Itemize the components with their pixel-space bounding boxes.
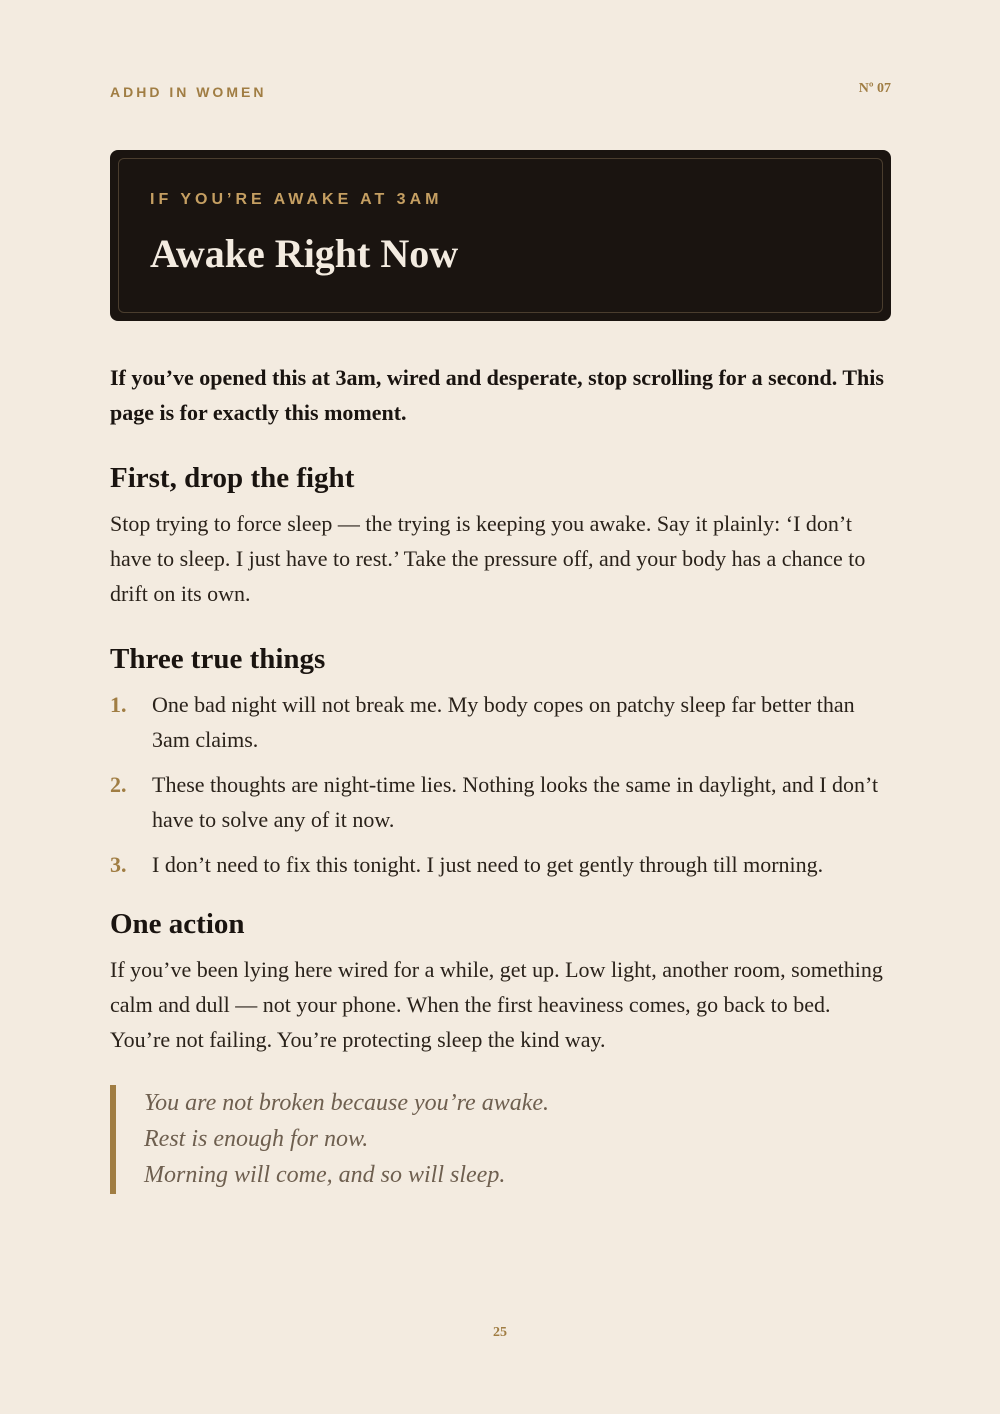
list-item [110,847,891,882]
list-item-number: 1. [110,692,127,717]
list-item-text: I don’t need to fix this tonight. I just need to get gently through till morning. [152,852,824,877]
section-body-one-action: If you’ve been lying here wired for a while, get up. Low light, another room, something calm and dull — not your phone. When the first heaviness comes, go back to bed. You’re not failing. You’re protecting sleep the kind way. [110,957,883,1052]
list-item [110,767,891,837]
list-item-text: These thoughts are night-time lies. Nothing looks the same in daylight, and I don’t have to solve any of it now. [152,772,879,832]
list-item-text: One bad night will not break me. My body copes on patchy sleep far better than 3am claims. [152,692,855,752]
section-heading-drop-fight: First, drop the fight [110,462,355,494]
closing-quote [110,1085,891,1194]
section-heading-three-true: Three true things [110,643,326,675]
hero-kicker: IF YOU’RE AWAKE AT 3AM [150,191,443,208]
true-things-list [110,687,891,892]
quote-line: Rest is enough for now. [144,1126,369,1152]
list-item-number: 2. [110,772,127,797]
issue-number: Nº 07 [858,81,891,96]
quote-line: You are not broken because you’re awake. [144,1090,550,1116]
page-number: 25 [493,1325,507,1340]
list-item [110,687,891,757]
page-title: Awake Right Now [150,231,459,276]
section-heading-one-action: One action [110,908,245,940]
lede-paragraph: If you’ve opened this at 3am, wired and desperate, stop scrolling for a second. This page is for exactly this moment. [110,365,884,425]
list-item-number: 3. [110,852,127,877]
quote-line: Morning will come, and so will sleep. [144,1162,506,1188]
hero-banner [110,150,891,321]
running-head: ADHD IN WOMEN [110,84,267,100]
section-body-drop-fight: Stop trying to force sleep — the trying is keeping you awake. Say it plainly: ‘I don’t have to sleep. I just have to rest.’ Take the pressure off, and your body has a chance to drift on its own. [110,511,866,606]
